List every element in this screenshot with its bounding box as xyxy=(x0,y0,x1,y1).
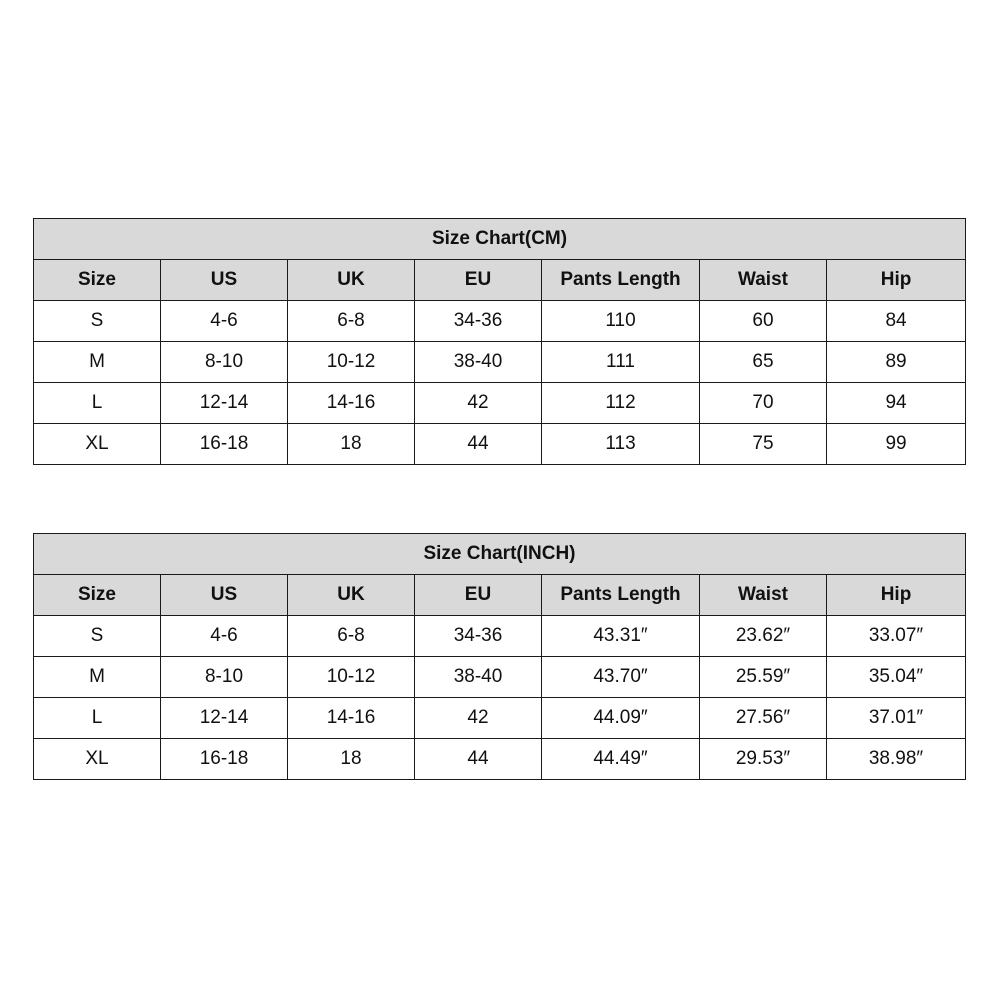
column-header-waist: Waist xyxy=(700,575,827,616)
cell-uk: 18 xyxy=(288,739,415,780)
cell-eu: 38-40 xyxy=(415,657,542,698)
cell-hip: 38.98″ xyxy=(827,739,966,780)
size-chart-inch-table xyxy=(33,533,966,780)
cell-us: 16-18 xyxy=(161,424,288,465)
table-row xyxy=(34,739,966,780)
cell-hip: 89 xyxy=(827,342,966,383)
cell-pants-length: 112 xyxy=(542,383,700,424)
cell-waist: 25.59″ xyxy=(700,657,827,698)
cell-size: S xyxy=(34,301,161,342)
table-row xyxy=(34,383,966,424)
cell-hip: 99 xyxy=(827,424,966,465)
column-header-eu: EU xyxy=(415,260,542,301)
cell-eu: 34-36 xyxy=(415,616,542,657)
cell-pants-length: 43.31″ xyxy=(542,616,700,657)
table-title-row xyxy=(34,219,966,260)
cell-waist: 60 xyxy=(700,301,827,342)
cell-eu: 34-36 xyxy=(415,301,542,342)
table-title-row xyxy=(34,534,966,575)
cell-waist: 23.62″ xyxy=(700,616,827,657)
table-header-row xyxy=(34,260,966,301)
column-header-hip: Hip xyxy=(827,575,966,616)
table-row xyxy=(34,342,966,383)
table-title: Size Chart(INCH) xyxy=(34,534,966,575)
table-title: Size Chart(CM) xyxy=(34,219,966,260)
cell-waist: 75 xyxy=(700,424,827,465)
cell-uk: 6-8 xyxy=(288,616,415,657)
column-header-uk: UK xyxy=(288,575,415,616)
cell-pants-length: 111 xyxy=(542,342,700,383)
cell-size: S xyxy=(34,616,161,657)
cell-us: 16-18 xyxy=(161,739,288,780)
cell-eu: 42 xyxy=(415,383,542,424)
cell-us: 12-14 xyxy=(161,698,288,739)
cell-size: L xyxy=(34,383,161,424)
table-row xyxy=(34,698,966,739)
cell-hip: 37.01″ xyxy=(827,698,966,739)
column-header-pants-length: Pants Length xyxy=(542,260,700,301)
cell-uk: 14-16 xyxy=(288,698,415,739)
cell-uk: 6-8 xyxy=(288,301,415,342)
column-header-eu: EU xyxy=(415,575,542,616)
cell-eu: 42 xyxy=(415,698,542,739)
cell-size: XL xyxy=(34,739,161,780)
cell-pants-length: 110 xyxy=(542,301,700,342)
cell-waist: 65 xyxy=(700,342,827,383)
column-header-hip: Hip xyxy=(827,260,966,301)
cell-hip: 84 xyxy=(827,301,966,342)
column-header-waist: Waist xyxy=(700,260,827,301)
table-row xyxy=(34,657,966,698)
cell-uk: 10-12 xyxy=(288,342,415,383)
cell-us: 4-6 xyxy=(161,301,288,342)
cell-pants-length: 44.49″ xyxy=(542,739,700,780)
cell-uk: 10-12 xyxy=(288,657,415,698)
cell-size: M xyxy=(34,342,161,383)
cell-size: M xyxy=(34,657,161,698)
table-row xyxy=(34,301,966,342)
cell-eu: 44 xyxy=(415,739,542,780)
cell-waist: 27.56″ xyxy=(700,698,827,739)
cell-size: XL xyxy=(34,424,161,465)
table-row xyxy=(34,616,966,657)
cell-waist: 70 xyxy=(700,383,827,424)
cell-eu: 38-40 xyxy=(415,342,542,383)
cell-hip: 94 xyxy=(827,383,966,424)
cell-size: L xyxy=(34,698,161,739)
column-header-us: US xyxy=(161,575,288,616)
table-header-row xyxy=(34,575,966,616)
cell-pants-length: 43.70″ xyxy=(542,657,700,698)
cell-pants-length: 113 xyxy=(542,424,700,465)
cell-eu: 44 xyxy=(415,424,542,465)
table-row xyxy=(34,424,966,465)
column-header-size: Size xyxy=(34,260,161,301)
cell-hip: 33.07″ xyxy=(827,616,966,657)
cell-waist: 29.53″ xyxy=(700,739,827,780)
cell-us: 8-10 xyxy=(161,342,288,383)
column-header-size: Size xyxy=(34,575,161,616)
cell-uk: 18 xyxy=(288,424,415,465)
cell-uk: 14-16 xyxy=(288,383,415,424)
cell-us: 4-6 xyxy=(161,616,288,657)
cell-hip: 35.04″ xyxy=(827,657,966,698)
column-header-uk: UK xyxy=(288,260,415,301)
cell-pants-length: 44.09″ xyxy=(542,698,700,739)
column-header-us: US xyxy=(161,260,288,301)
size-chart-cm-table xyxy=(33,218,966,465)
column-header-pants-length: Pants Length xyxy=(542,575,700,616)
cell-us: 12-14 xyxy=(161,383,288,424)
cell-us: 8-10 xyxy=(161,657,288,698)
